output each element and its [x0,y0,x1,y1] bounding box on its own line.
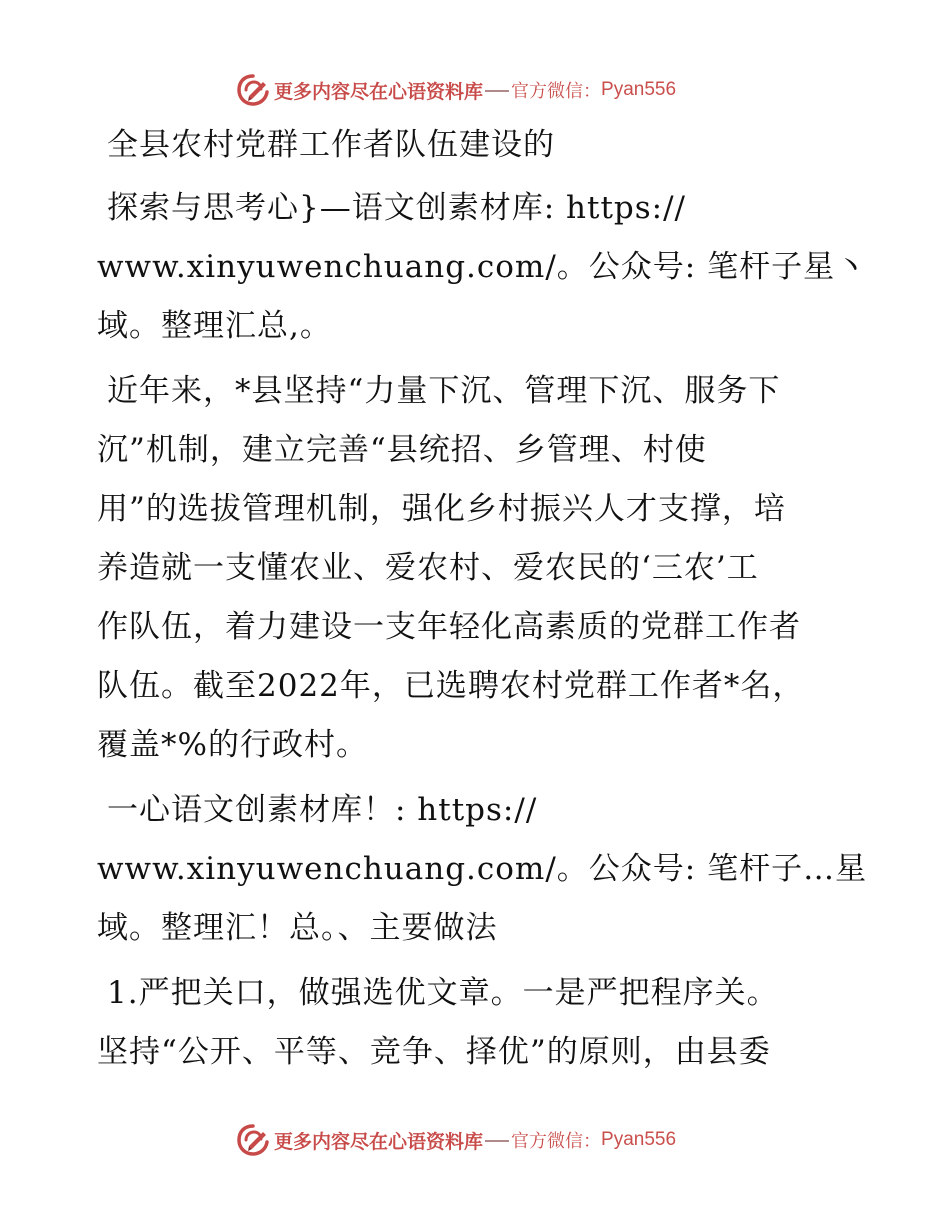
red-pen-swirl-logo-icon [236,1123,270,1157]
text-line: 作队伍，着力建设一支年轻化高素质的党群工作者 [97,609,801,645]
watermark-promo-text: 更多内容尽在心语资料库 [274,80,484,103]
watermark-banner-bottom [236,1123,676,1157]
paragraph-intro [97,362,857,775]
red-pen-swirl-logo-icon [236,73,270,107]
document-title [97,116,857,175]
paragraph-source-1 [97,179,868,356]
text-line: 近年来，*县坚持“力量下沉、管理下沉、服务下 [107,373,781,409]
watermark-official-label: 官方微信： [511,81,602,102]
text-line: 域。整理汇！总。、主要做法 [97,910,498,946]
watermark-dash [485,90,509,92]
text-line: 覆盖*%的行政村。 [97,727,368,763]
paragraph-method-1 [97,964,857,1082]
watermark-banner-top [236,73,676,107]
text-line: 沉”机制，建立完善“县统招、乡管理、村使 [97,432,707,468]
title-line: 全县农村党群工作者队伍建设的 [107,127,555,163]
watermark-dash [485,1140,509,1142]
paragraph-source-2 [97,781,868,958]
text-line: 养造就一支懂农业、爱农村、爱农民的‘三农’工 [97,550,759,586]
text-line: 探索与思考心}—语文创素材库: https:// [107,190,686,226]
text-line: 用”的选拔管理机制，强化乡村振兴人才支撑，培 [97,491,786,527]
watermark-promo-text: 更多内容尽在心语资料库 [274,1130,484,1153]
text-line: 域。整理汇总,。 [97,308,332,344]
watermark-account: Pyan556 [601,79,677,100]
watermark-account: Pyan556 [601,1129,677,1150]
text-line: www.xinyuwenchuang.com/。公众号: 笔杆子星丶 [97,249,868,285]
text-line: 一心语文创素材库！: https:// [107,792,538,828]
text-line: www.xinyuwenchuang.com/。公众号: 笔杆子…星 [97,851,868,887]
text-line: 坚持“公开、平等、竞争、择优”的原则，由县委 [97,1034,771,1070]
text-line: 1.严把关口，做强选优文章。一是严把程序关。 [107,975,779,1011]
watermark-official-label: 官方微信： [511,1131,602,1152]
document-body [97,116,868,1082]
text-line: 队伍。截至2022年，已选聘农村党群工作者*名， [97,668,805,704]
